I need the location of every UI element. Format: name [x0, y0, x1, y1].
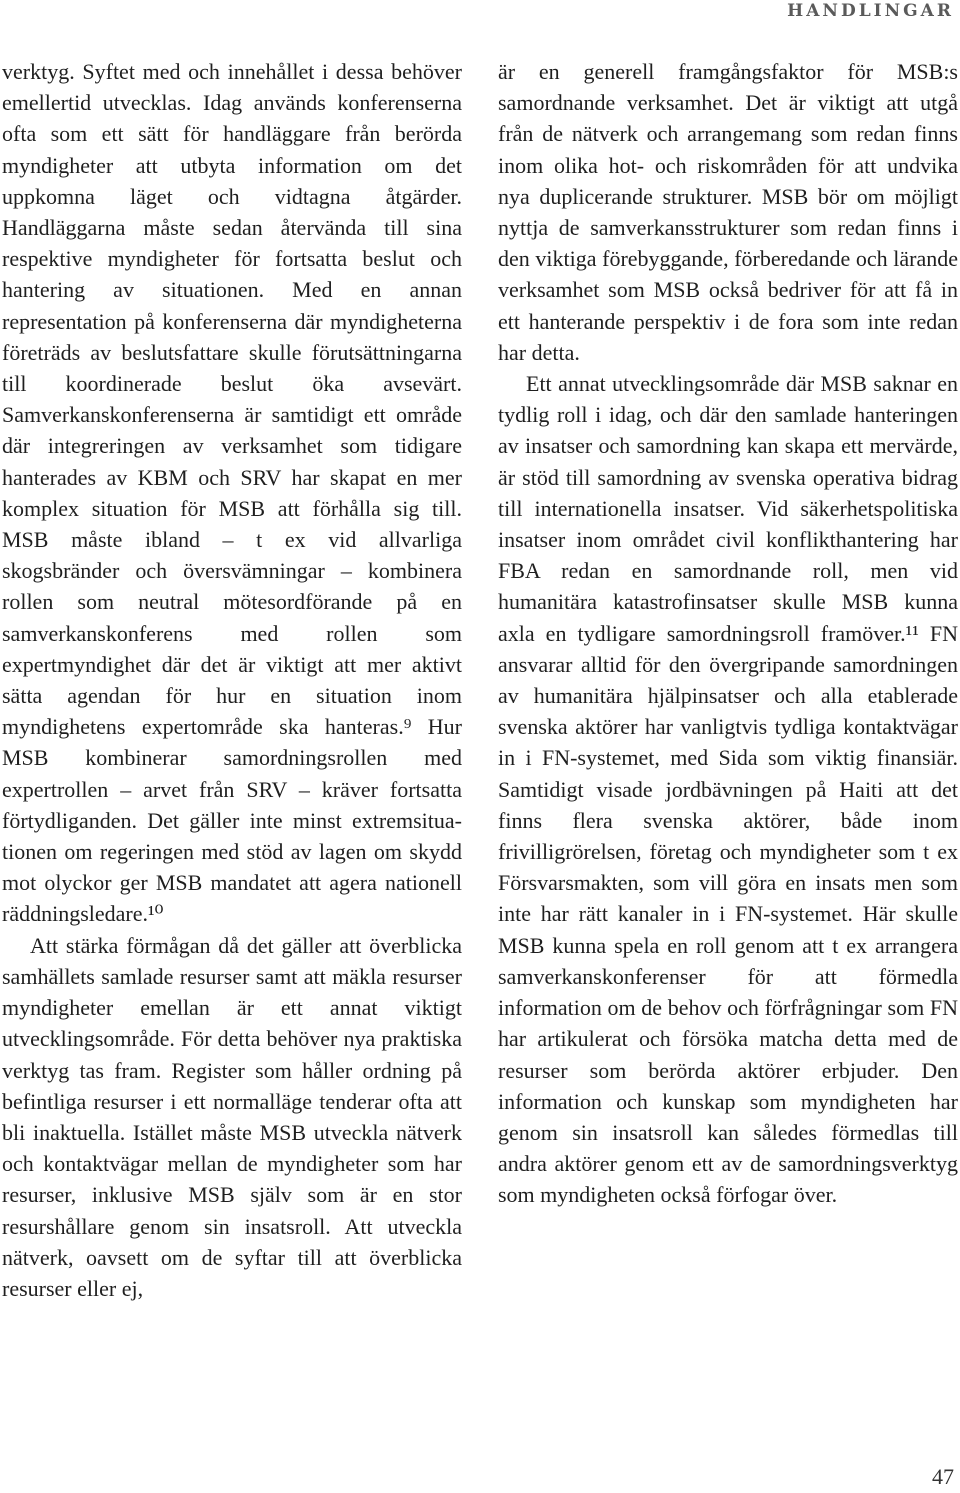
left-column	[2, 56, 462, 1304]
right-column	[498, 56, 958, 1211]
page-number: 47	[932, 1464, 954, 1489]
right-paragraph-2: Ett annat utvecklingsområde där MSB saknar en tydlig roll i idag, och där den samlade hanteringen av insatser och samordning kan skapa ett mervärde, är stöd till samordning av svenska operativa bidrag till internationella insatser. Vid säkerhetspolitiska insatser inom området civil konflikthantering har FBA redan en samordnande roll, men vid humanitära katastrofinsatser skulle MSB kunna axla en tydligare samordningsroll framöver.¹¹ FN ansvarar alltid för den övergripande samordningen av humanitära hjälpinsatser och alla etablerade svenska aktörer har vanligtvis tydliga kontaktvägar in i FN-systemet, med Sida som viktig finansiär. Samtidigt visade jordbävningen på Haiti att det finns flera svenska aktörer, både inom frivilligrörelsen, företag och myndigheter som t ex Försvarsmakten, som vill göra en insats men som inte har rätt kanaler in i FN-systemet. Här skulle MSB kunna spela en roll genom att t ex arrangera samverkanskonferenser för att förmedla information om de behov och förfrågningar som FN har artikulerat och försöka matcha detta med de resurser som berörda aktörer erbjuder. Den information och kunskap som myndigheten har genom sin insatsroll kan således förmedlas till andra aktörer genom ett av de samordningsverktyg som myndigheten också förfogar över.	[498, 371, 958, 1208]
running-header: HANDLINGAR	[787, 1, 954, 21]
left-paragraph-2: Att stärka förmågan då det gäller att överblicka samhällets samlade resurser samt att mäkla resurser myndigheter emellan är ett annat viktigt utvecklingsområde. För detta behöver nya praktiska verktyg tas fram. Register som håller ordning på befintliga resurser i ett normalläge tenderar ofta att bli inaktuella. Istället måste MSB utveckla nätverk och kontaktvägar mellan de myndigheter som har resurser, inklusive MSB själv som är en stor resurshållare genom sin insatsroll. Att utveckla nätverk, oavsett om de syftar till att överblicka resurser eller ej,	[2, 932, 462, 1301]
left-paragraph-1: verktyg. Syftet med och innehållet i dessa behöver emellertid utvecklas. Idag används konferenserna ofta som ett sätt för handläggare från berörda myndigheter att utbyta information om det uppkomna läget och vidtagna åtgärder. Handläggarna måste sedan återvända till sina respektive myndigheter för fortsatta beslut och hantering av situationen. Med en annan representation på konferenserna där myndigheterna företräds av beslutsfattare skulle förutsättningarna till koordinerade beslut öka avsevärt. Samverkanskonferenserna är samtidigt ett område där integreringen av verksamhet som tidigare hanterades av KBM och SRV har skapat en mer komplex situation för MSB att förhålla sig till. MSB måste ibland – t ex vid allvarliga skogsbränder och översvämningar – kombinera rollen som neutral mötesordförande på en samverkanskonferens med rollen som expertmyndighet där det är viktigt att mer aktivt sätta agendan för hur en situation inom myndighetens expertområde ska hanteras.⁹ Hur MSB kombinerar samordningsrollen med expertrollen – arvet från SRV – kräver fortsatta förtydliganden. Det gäller inte minst extremsituationen om regeringen med stöd av lagen om skydd mot olyckor ger MSB mandatet att agera nationell räddningsledare.¹⁰	[2, 59, 462, 927]
right-paragraph-1: är en generell framgångsfaktor för MSB:s samordnande verksamhet. Det är viktigt att utgå från de nätverk och arrangemang som redan finns inom olika hot- och riskområden för att undvika nya duplicerande strukturer. MSB bör om möjligt nyttja de samverkansstrukturer som redan finns i den viktiga förebyggande, förberedande och lärande verksamhet som MSB också bedriver för att få in ett hanterande perspektiv i de fora som inte redan har detta.	[498, 59, 958, 365]
